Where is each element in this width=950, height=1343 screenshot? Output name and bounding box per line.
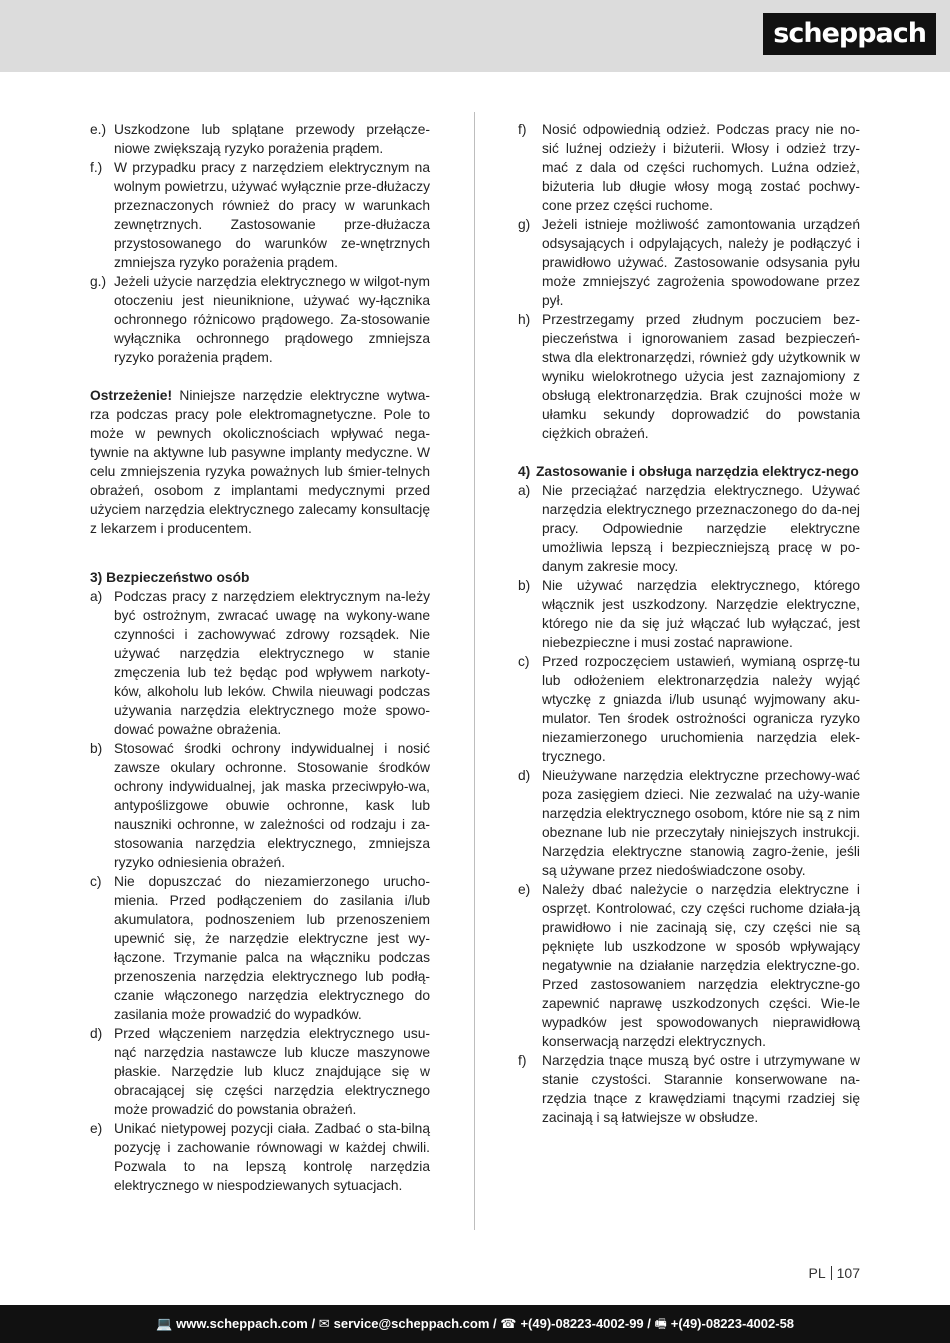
item-label: a) bbox=[90, 589, 103, 604]
footer-phone: +(49)-08223-4002-99 / bbox=[520, 1316, 651, 1331]
item-label: f) bbox=[518, 1053, 527, 1068]
list-item bbox=[90, 120, 430, 158]
scheppach-logo: scheppach bbox=[763, 13, 936, 55]
footer-fax: +(49)-08223-4002-58 bbox=[670, 1316, 795, 1331]
left-column bbox=[90, 120, 430, 1195]
item-label: b) bbox=[90, 741, 103, 756]
item-text: Należy dbać należycie o narzędzia elektryczne i osprzęt. Kontrolować, czy części ruchome działa-ją prawidłowo i nie zacinają się, czy części nie są pęknięte lub uszkodzone w sposób wpływający negatywnie na działanie narzędzia elektryczne-go. Przed zastosowaniem narzędzia elektryczne-go zapewnić naprawę uszkodzonych części. Wie-le wypadków jest spowodowanych nieprawidłową konserwacją narzędzi elektrycznych. bbox=[542, 882, 860, 1049]
list-item bbox=[518, 880, 860, 1051]
computer-icon: 💻 bbox=[155, 1316, 173, 1331]
list-item bbox=[90, 158, 430, 272]
email-icon: ✉ bbox=[318, 1316, 330, 1331]
section-4-text: Zastosowanie i obsługa narzędzia elektrycz-nego bbox=[536, 464, 859, 479]
item-label: e) bbox=[90, 1121, 103, 1136]
item-label: a) bbox=[518, 483, 531, 498]
footer-web[interactable]: www.scheppach.com / bbox=[176, 1316, 316, 1331]
item-text: Narzędzia tnące muszą być ostre i utrzymywane w stanie czystości. Starannie konserwowane na-rzędzia tnące z krawędziami tnącymi rzadziej się zacinają i są łatwiejsze w obsłudze. bbox=[542, 1053, 860, 1125]
item-text: Przed rozpoczęciem ustawień, wymianą osprzę-tu lub odłożeniem elektronarzędzia należy wyjąć wtyczkę z gniazda i/lub usunąć wyjmowany aku-mulator. Ten środek ostrożności ogranicza ryzyko niezamierzonego uruchomienia narzędzia elek-trycznego. bbox=[542, 654, 860, 764]
item-label: e.) bbox=[90, 122, 107, 137]
list-item bbox=[518, 215, 860, 310]
list-item bbox=[90, 1119, 430, 1195]
item-label: h) bbox=[518, 312, 531, 327]
item-label: f) bbox=[518, 122, 527, 137]
footer-email[interactable]: service@scheppach.com / bbox=[333, 1316, 497, 1331]
item-label: c) bbox=[90, 874, 102, 889]
warning-label: Ostrzeżenie! bbox=[90, 388, 173, 403]
section-3-title: 3) Bezpieczeństwo osób bbox=[90, 570, 250, 585]
item-label: c) bbox=[518, 654, 530, 669]
item-text: Stosować środki ochrony indywidualnej i nosić zawsze okulary ochronne. Stosowanie środków ochrony indywidualnej, jak maska przeciwpyło-wa, antypoślizgowe obuwie ochronne, kask lub nauszniki ochronne, w zależności od rodzaju i za-stosowania narzędzia elektrycznego, zmniejsza ryzyko odniesienia obrażeń. bbox=[114, 741, 430, 870]
list-item bbox=[90, 587, 430, 739]
item-text: Unikać nietypowej pozycji ciała. Zadbać o sta-bilną pozycję i zachowanie równowagi w każdej chwili. Pozwala to na lepszą kontrolę narzędzia elektrycznego w niespodziewanych sytuacjach. bbox=[114, 1121, 430, 1193]
phone-icon: ☎ bbox=[500, 1316, 517, 1331]
list-item bbox=[518, 120, 860, 215]
list-item bbox=[90, 872, 430, 1024]
item-text: Nieużywane narzędzia elektryczne przechowy-wać poza zasięgiem dzieci. Nie zezwalać na uży-wanie narzędzia elektrycznego osobom, które nie są z nim obeznane lub nie przeczytały niniejszych instrukcji. Narzędzia elektryczne stanowią zagro-żenie, jeśli są używane przez niedoświadczone osoby. bbox=[542, 768, 860, 878]
item-text: Nie dopuszczać do niezamierzonego urucho-mienia. Przed podłączeniem do zasilania i/lub akumulatora, podnoszeniem lub przenoszeniem upewnić się, że narzędzie elektryczne jest wy-łączone. Trzymanie palca na włączniku podczas przenoszenia narzędzia elektrycznego lub podłą-czanie włączonego narzędzia elektrycznego do zasilania może prowadzić do wypadków. bbox=[114, 874, 430, 1022]
item-text: Podczas pracy z narzędziem elektrycznym na-leży być ostrożnym, zwracać uwagę na wykony-wane czynności i zachowywać zdrowy rozsądek. Nie używać narzędzia elektrycznego w stanie zmęczenia lub też będąc pod wpływem narkoty-ków, alkoholu lub leków. Chwila nieuwagi podczas używania narzędzia elektrycznego może spowo-dować poważne obrażenia. bbox=[114, 589, 430, 737]
item-text: Jeżeli użycie narzędzia elektrycznego w wilgot-nym otoczeniu jest nieuniknione, używać wy-łącznika ochronnego różnicowo prądowego. Za-stosowanie wyłącznika ochronnego prądowego zmniejsza ryzyko porażenia prądem. bbox=[114, 274, 430, 365]
item-label: g.) bbox=[90, 274, 107, 289]
item-text: Uszkodzone lub splątane przewody przełącze-niowe zwiększają ryzyko porażenia prądem. bbox=[114, 122, 430, 156]
list-item bbox=[518, 1051, 860, 1127]
item-label: g) bbox=[518, 217, 531, 232]
item-text: Przed włączeniem narzędzia elektrycznego usu-nąć narzędzia nastawcze lub klucze maszynowe płaskie. Narzędzie lub klucz znajdujące się w obracającej się części narzędzia elektrycznego może prowadzić do powstania obrażeń. bbox=[114, 1026, 430, 1117]
list-item bbox=[518, 652, 860, 766]
fax-icon: 🖷 bbox=[654, 1316, 667, 1331]
page-language: PL bbox=[808, 1265, 826, 1281]
item-text: W przypadku pracy z narzędziem elektrycznym na wolnym powietrzu, używać wyłącznie prze-dłużaczy przeznaczonych również do pracy w warunkach zewnętrznych. Zastosowanie prze-dłużacza przystosowanego do warunków ze-wnętrznych zmniejsza ryzyko porażenia prądem. bbox=[114, 160, 430, 270]
column-divider bbox=[474, 112, 475, 1230]
item-label: e) bbox=[518, 882, 531, 897]
item-text: Przestrzegamy przed złudnym poczuciem bez-pieczeństwa i ignorowaniem zasad bezpieczeń-stwa dla elektronarzędzi, również gdy użytkownik w wyniku wielokrotnego użycia jest zaznajomiony z obsługą elektronarzędzia. Brak czujności może w ułamku sekundy doprowadzić do powstania ciężkich obrażeń. bbox=[542, 312, 860, 441]
list-item bbox=[518, 576, 860, 652]
warning-text: Niniejsze narzędzie elektryczne wytwa-rza podczas pracy pole elektromagnetyczne. Pole to może w pewnych okolicznościach wpływać nega-tywnie na aktywne lub pasywne implanty medyczne. W celu zmniejszenia ryzyka poważnych lub śmier-telnych obrażeń, osobom z implantami medycznymi przed użyciem narzędzia elektrycznego zalecamy konsultację z lekarzem i producentem. bbox=[90, 388, 430, 536]
list-item bbox=[90, 739, 430, 872]
list-item bbox=[518, 766, 860, 880]
section-4-number: 4) bbox=[518, 464, 531, 479]
item-label: f.) bbox=[90, 160, 103, 175]
page-number-value: 107 bbox=[836, 1265, 860, 1281]
list-item bbox=[90, 1024, 430, 1119]
item-label: d) bbox=[518, 768, 531, 783]
page-number-separator bbox=[831, 1266, 832, 1280]
item-text: Nie używać narzędzia elektrycznego, którego włącznik jest uszkodzony. Narzędzie elektryczne, którego nie da się już włączać lub wyłączać, jest niebezpieczne i musi zostać naprawione. bbox=[542, 578, 860, 650]
section-4-title bbox=[518, 462, 860, 481]
page-number bbox=[809, 1265, 860, 1281]
item-label: b) bbox=[518, 578, 531, 593]
page-footer bbox=[0, 1305, 950, 1343]
list-item bbox=[518, 481, 860, 576]
item-text: Nie przeciążać narzędzia elektrycznego. Używać narzędzia elektrycznego przeznaczonego do da-nej pracy. Odpowiednie narzędzie elektryczne umożliwia lepszą i bezpieczniejszą pracę w po-danym zakresie mocy. bbox=[542, 483, 860, 574]
list-item bbox=[90, 272, 430, 367]
item-text: Nosić odpowiednią odzież. Podczas pracy nie no-sić luźnej odzieży i biżuterii. Włosy i odzież trzy-mać z dala od części ruchomych. Luźna odzież, biżuteria lub długie włosy mogą zostać pochwy-cone przez części ruchome. bbox=[542, 122, 860, 213]
list-item bbox=[518, 310, 860, 443]
page-header bbox=[0, 0, 950, 72]
warning-paragraph bbox=[90, 386, 430, 538]
right-column bbox=[518, 120, 860, 1127]
item-label: d) bbox=[90, 1026, 103, 1041]
item-text: Jeżeli istnieje możliwość zamontowania urządzeń odsysających i odpylających, należy je podłączyć i prawidłowo używać. Zastosowanie odsysania pyłu może zmniejszyć zagrożenia spowodowane przez pył. bbox=[542, 217, 860, 308]
